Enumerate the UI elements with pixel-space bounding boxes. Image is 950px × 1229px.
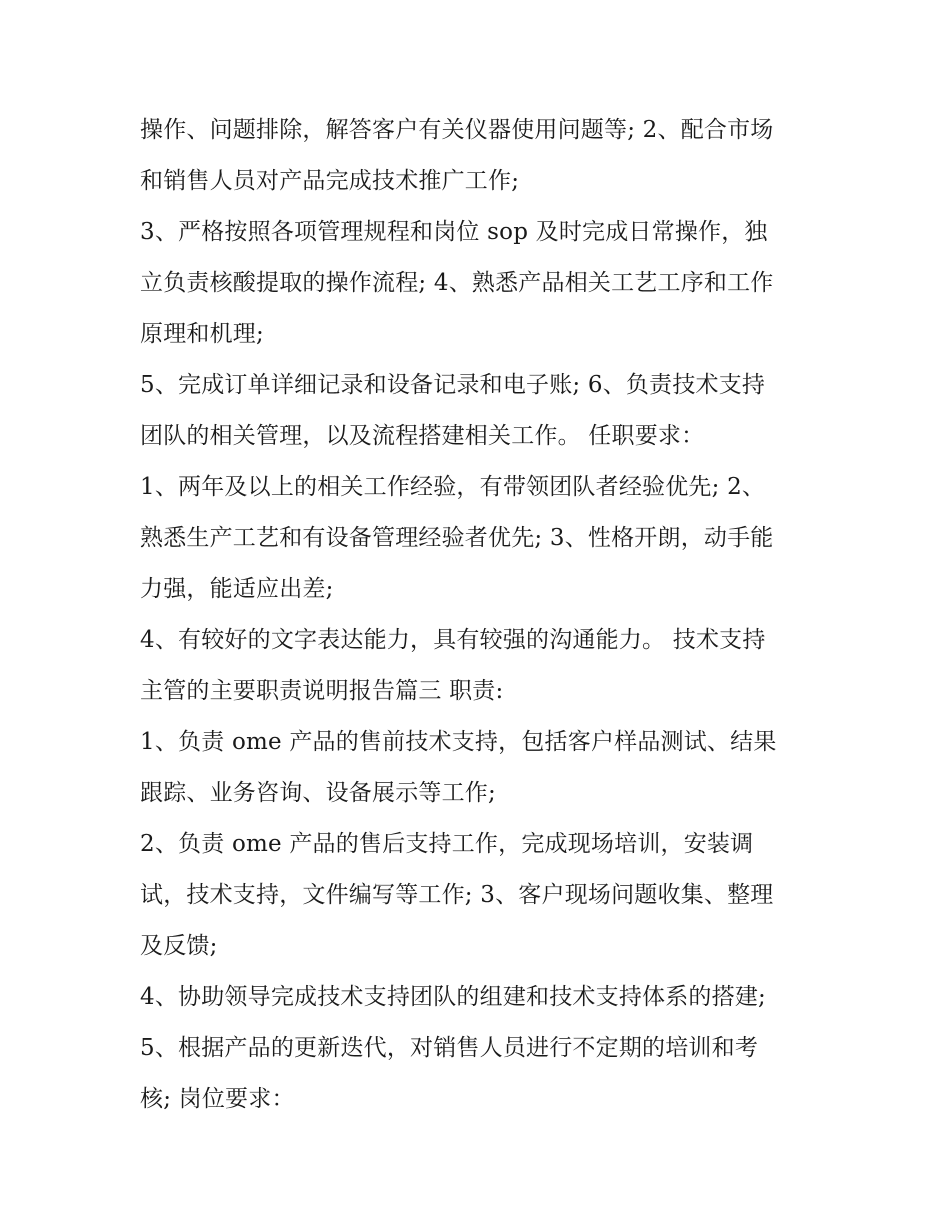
text-line: 立负责核酸提取的操作流程; 4、熟悉产品相关工艺工序和工作 <box>140 270 774 296</box>
text-line: 5、完成订单详细记录和设备记录和电子账; 6、负责技术支持 <box>140 372 766 398</box>
text-line: 1、负责 ome 产品的售前技术支持，包括客户样品测试、结果 <box>140 729 777 755</box>
document-body <box>140 105 820 1125</box>
text-line: 团队的相关管理，以及流程搭建相关工作。 任职要求： <box>140 423 705 449</box>
text-line: 4、有较好的文字表达能力，具有较强的沟通能力。 技术支持 <box>140 627 766 653</box>
text-line: 4、协助领导完成技术支持团队的组建和技术支持体系的搭建; <box>140 984 766 1010</box>
text-line: 及反馈; <box>140 933 218 959</box>
text-line: 跟踪、业务咨询、设备展示等工作; <box>140 780 496 806</box>
text-line: 5、根据产品的更新迭代，对销售人员进行不定期的培训和考 <box>140 1035 759 1061</box>
text-line: 1、两年及以上的相关工作经验，有带领团队者经验优先; 2、 <box>140 474 766 500</box>
text-line: 核; 岗位要求： <box>140 1086 295 1112</box>
text-line: 原理和机理; <box>140 321 264 347</box>
text-line: 3、严格按照各项管理规程和岗位 sop 及时完成日常操作，独 <box>140 219 768 245</box>
text-line: 熟悉生产工艺和有设备管理经验者优先; 3、性格开朗，动手能 <box>140 525 774 551</box>
text-line: 2、负责 ome 产品的售后支持工作，完成现场培训，安装调 <box>140 831 754 857</box>
text-line: 和销售人员对产品完成技术推广工作; <box>140 168 520 194</box>
text-line: 操作、问题排除，解答客户有关仪器使用问题等; 2、配合市场 <box>140 117 774 143</box>
text-line: 试，技术支持，文件编写等工作; 3、客户现场问题收集、整理 <box>140 882 774 908</box>
text-line: 主管的主要职责说明报告篇三 职责: <box>140 678 504 704</box>
text-line: 力强，能适应出差; <box>140 576 334 602</box>
